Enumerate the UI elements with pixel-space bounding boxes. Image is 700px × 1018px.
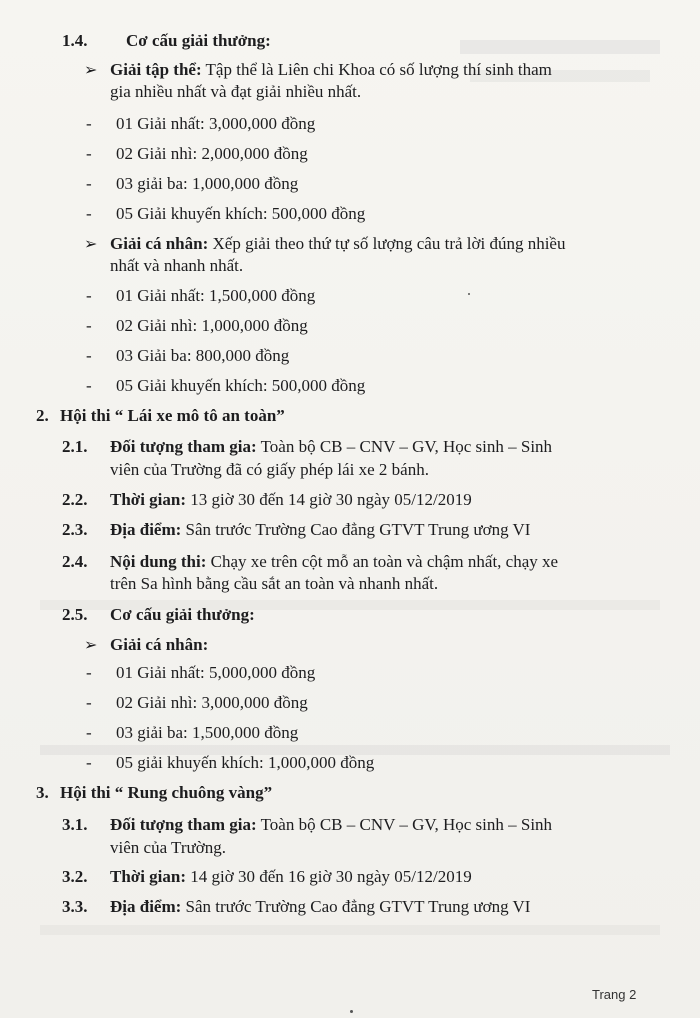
list-item	[86, 285, 315, 307]
section-number: 1.4.	[62, 31, 88, 50]
prize-text: 03 giải ba: 1,000,000 đồng	[116, 174, 299, 193]
prize-text: 05 giải khuyến khích: 1,000,000 đồng	[116, 753, 375, 772]
list-item	[86, 692, 308, 714]
prize-text: 02 Giải nhì: 2,000,000 đồng	[116, 144, 308, 163]
list-item	[86, 722, 298, 744]
subsection	[62, 519, 530, 541]
item-text-continued	[110, 837, 226, 859]
item-text: Toàn bộ CB – CNV – GV, Học sinh – Sinh	[256, 815, 553, 834]
dash-bullet: -	[86, 174, 92, 193]
scan-speck	[468, 293, 470, 295]
dash-bullet: -	[86, 114, 92, 133]
bleed-through-mark	[40, 925, 660, 935]
item-text: 14 giờ 30 đến 16 giờ 30 ngày 05/12/2019	[186, 867, 472, 886]
subsection-number: 2.4.	[62, 552, 88, 571]
subsection-number: 2.1.	[62, 437, 88, 456]
list-item	[86, 113, 315, 135]
item-label: Đối tượng tham gia:	[110, 437, 257, 456]
arrow-bullet-icon: ➢	[84, 637, 98, 654]
item-text: gia nhiều nhất và đạt giải nhiều nhất.	[110, 82, 362, 101]
item-text: Xếp giải theo thứ tự số lượng câu trả lời đúng nhiều	[208, 234, 566, 253]
item-label: Địa điểm:	[110, 897, 182, 916]
section-title: Hội thi “ Rung chuông vàng”	[60, 783, 273, 802]
dash-bullet: -	[86, 723, 92, 742]
list-item	[86, 375, 365, 397]
item-text: 13 giờ 30 đến 14 giờ 30 ngày 05/12/2019	[186, 490, 472, 509]
item-label: Giải cá nhân:	[110, 635, 209, 654]
item-text-continued	[110, 573, 438, 595]
subsection-number: 2.5.	[62, 605, 88, 624]
prize-text: 01 Giải nhất: 1,500,000 đồng	[116, 286, 316, 305]
dash-bullet: -	[86, 376, 92, 395]
list-item	[86, 143, 308, 165]
item-label: Giải cá nhân:	[110, 234, 209, 253]
item-text-continued	[110, 255, 243, 277]
subsection-number: 3.3.	[62, 897, 88, 916]
prize-text: 03 giải ba: 1,500,000 đồng	[116, 723, 299, 742]
subsection-number: 3.2.	[62, 867, 88, 886]
item-label: Nội dung thi:	[110, 552, 207, 571]
subsection	[62, 489, 472, 511]
item-label: Cơ cấu giải thưởng:	[110, 605, 255, 624]
section-heading	[62, 30, 271, 52]
section-heading	[36, 405, 285, 427]
item-text: Toàn bộ CB – CNV – GV, Học sinh – Sinh	[256, 437, 553, 456]
bullet-item	[84, 233, 565, 256]
item-text: Tập thể là Liên chi Khoa có số lượng thí sinh tham	[201, 60, 552, 79]
subsection-number: 2.2.	[62, 490, 88, 509]
arrow-bullet-icon: ➢	[84, 236, 98, 253]
bleed-through-mark	[460, 40, 660, 54]
subsection-number: 2.3.	[62, 520, 88, 539]
item-label: Đối tượng tham gia:	[110, 815, 257, 834]
item-label: Địa điểm:	[110, 520, 182, 539]
prize-text: 05 Giải khuyến khích: 500,000 đồng	[116, 376, 366, 395]
item-text: Sân trước Trường Cao đẳng GTVT Trung ương VI	[181, 897, 531, 916]
bullet-item	[84, 634, 208, 657]
section-number: 2.	[36, 406, 49, 425]
item-text: trên Sa hình bằng cầu sắt an toàn và nhanh nhất.	[110, 574, 439, 593]
list-item	[86, 345, 289, 367]
dash-bullet: -	[86, 693, 92, 712]
dash-bullet: -	[86, 316, 92, 335]
item-text-continued	[110, 81, 361, 103]
section-title: Cơ cấu giải thưởng:	[126, 31, 271, 50]
subsection	[62, 896, 530, 918]
list-item	[86, 173, 298, 195]
subsection	[62, 866, 472, 888]
subsection	[62, 814, 552, 836]
item-text: nhất và nhanh nhất.	[110, 256, 244, 275]
subsection	[62, 604, 255, 626]
prize-text: 01 Giải nhất: 5,000,000 đồng	[116, 663, 316, 682]
list-item	[86, 315, 308, 337]
section-title: Hội thi “ Lái xe mô tô an toàn”	[60, 406, 285, 425]
dash-bullet: -	[86, 204, 92, 223]
item-text: viên của Trường đã có giấy phép lái xe 2 bánh.	[110, 460, 429, 479]
item-label: Thời gian:	[110, 490, 187, 509]
prize-text: 03 Giải ba: 800,000 đồng	[116, 346, 290, 365]
item-text: viên của Trường.	[110, 838, 226, 857]
subsection-number: 3.1.	[62, 815, 88, 834]
dash-bullet: -	[86, 144, 92, 163]
section-number: 3.	[36, 783, 49, 802]
prize-text: 02 Giải nhì: 3,000,000 đồng	[116, 693, 308, 712]
dash-bullet: -	[86, 346, 92, 365]
subsection	[62, 436, 552, 458]
dash-bullet: -	[86, 286, 92, 305]
scan-speck	[350, 1010, 353, 1013]
item-text: Chạy xe trên cột mỗ an toàn và chậm nhất, chạy xe	[206, 552, 559, 571]
prize-text: 01 Giải nhất: 3,000,000 đồng	[116, 114, 316, 133]
arrow-bullet-icon: ➢	[84, 62, 98, 79]
page-number: Trang 2	[592, 987, 637, 1002]
item-text: Sân trước Trường Cao đẳng GTVT Trung ương VI	[181, 520, 531, 539]
list-item	[86, 662, 315, 684]
item-label: Thời gian:	[110, 867, 187, 886]
item-text-continued	[110, 459, 429, 481]
list-item	[86, 752, 374, 774]
list-item	[86, 203, 365, 225]
section-heading	[36, 782, 272, 804]
prize-text: 05 Giải khuyến khích: 500,000 đồng	[116, 204, 366, 223]
item-label: Giải tập thể:	[110, 60, 202, 79]
dash-bullet: -	[86, 663, 92, 682]
bullet-item	[84, 59, 552, 82]
subsection	[62, 551, 558, 573]
dash-bullet: -	[86, 753, 92, 772]
prize-text: 02 Giải nhì: 1,000,000 đồng	[116, 316, 308, 335]
